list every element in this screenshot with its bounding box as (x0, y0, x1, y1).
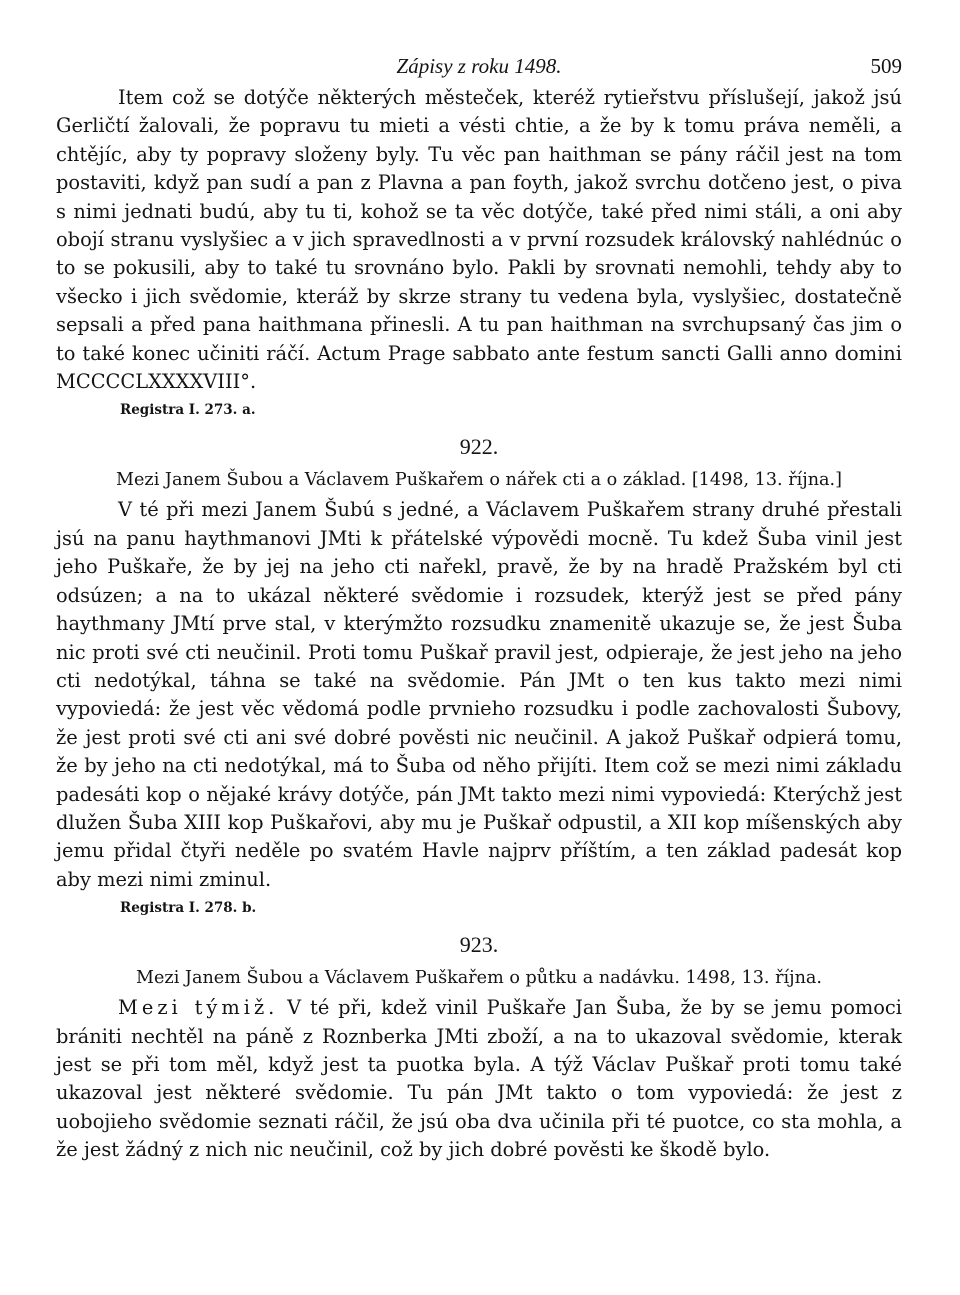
running-title: Zápisy z roku 1498. (396, 54, 562, 78)
entry-paragraph (56, 994, 902, 1164)
intro-paragraph: Item což se dotýče některých městeček, kteréž rytieřstvu příslušejí, jakož jsú Gerličtí žalovali, že popravu tu mieti a vésti chtie, a že by k tomu práva neměli, a chtějíc, aby ty popravy složeny byly. Tu věc pan haithman se pány ráčil jest na tom postaviti, když pan sudí a pan z Plavna a pan foyth, jakož svrchu dotčeno jest, o piva s nimi jednati budú, aby tu ti, kohož se ta věc dotýče, také před nimi stáli, a oni aby obojí stranu vyslyšiec a v jich spravedlnosti a v první rozsudek královský nahlédnúc o to se pokusili, aby to také tu srovnáno bylo. Pakli by srovnati nemohli, tehdy aby to všecko i jich svědomie, kteráž by skrze strany tu vedena byla, vyslyšiec, dostatečně sepsali a před pana haithmana přinesli. A tu pan haithman na svrchupsaný čas jim o to také konec učiniti ráčí. Actum Prage sabbato ante festum sancti Galli anno domini MCCCCLXXXXVIII°. (56, 86, 902, 394)
entry-heading: Mezi Janem Šubou a Václavem Puškařem o půtku a nadávku. 1498, 13. října. (136, 968, 822, 989)
entry-number: 922. (459, 434, 499, 460)
entry-text: V té při, kdež vinil Puškaře Jan Šuba, že by se jemu pomoci brániti nechtěl na páně z Roznberka JMti zboží, a na to ukazoval svědomie, kterak jest se při tom měl, když jest ta puotka byla. A týž Václav Puškař proti tomu také ukazoval jest některé svědomie. Tu pán JMt takto o tom vypoviedá: že jest z uobojieho svědomie seznati ráčil, že jsú oba dva učinila při té puotce, co sta mohla, a že jest žádný z nich nic neučinil, což by jich dobré pověsti ke škodě bylo. (56, 996, 902, 1162)
entry-text: V té při mezi Janem Šubú s jedné, a Václavem Puškařem strany druhé přestali jsú na panu haythmanovi JMti k přátelské výpovědi mocně. Tu kdež Šuba vinil jest jeho Puškaře, že by jej na jeho cti nařekl, pravě, že by na hradě Pražském byl cti odsúzen; a na to ukázal některé svědomie i rozsudek, kterýž jest se před pány haythmany JMtí prve stal, v kterýmžto rozsudku znamenitě ukazuje se, že jest Šuba nic proti své cti neučinil. Proti tomu Puškař pravil jest, odpieraje, že jest jeho na jeho cti nedotýkal, táhna se také na svědomie. Pán JMt o ten kus takto mezi nimi vypoviedá: že jest věc vědomá podle prvnieho rozsudku i podle zachovalosti Šubovy, že jest proti své cti ani své dobré pověsti nic neučinil. A jakož Puškař odpierá tomu, že by jeho na cti nedotýkal, má to Šuba od něho přijíti. Item což se mezi nimi základu padesáti kop o nějaké krávy dotýče, pán JMt takto mezi nimi vypoviedá: Kterýchž jest dlužen Šuba XIII kop Puškařovi, aby mu je Puškař odpustil, a XII kop míšenských aby jemu přidal čtyři neděle po svatém Havle najprv příštím, a ten základ padesát kop aby mezi nimi zminul. (56, 498, 902, 891)
page-header (56, 50, 902, 84)
entry-opening: Mezi týmiž. (118, 996, 279, 1020)
entry-922 (56, 434, 902, 918)
entry-number: 923. (459, 932, 499, 958)
entry-heading: Mezi Janem Šubou a Václavem Puškařem o nářek cti a o základ. [1498, 13. října.] (116, 470, 842, 491)
entry-923 (56, 932, 902, 1164)
page-number: 509 (870, 54, 902, 78)
intro-reference: Registra I. 273. a. (120, 402, 256, 419)
entry-reference: Registra I. 278. b. (120, 900, 257, 917)
entry-paragraph (56, 496, 902, 894)
intro-section (56, 84, 902, 420)
